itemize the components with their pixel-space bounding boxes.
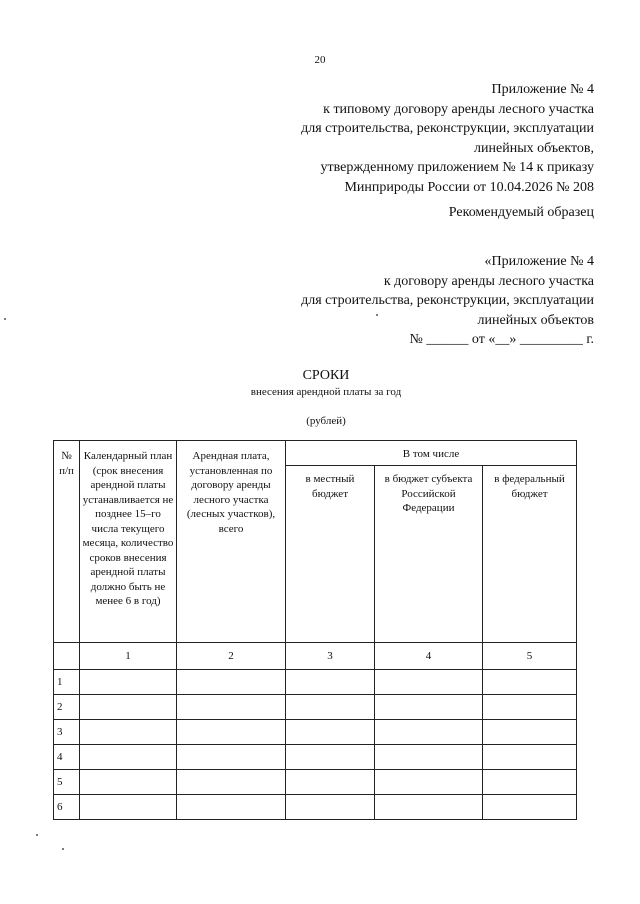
table-cell: [483, 745, 577, 770]
table-cell: [483, 720, 577, 745]
table-row: [54, 745, 577, 770]
column-number-cell: 3: [286, 643, 375, 670]
header-subject-budget: в бюджет субъекта Российской Федерации: [375, 466, 483, 643]
table-cell: [483, 695, 577, 720]
appendix-header-line: Минприроды России от 10.04.2026 № 208: [344, 179, 594, 195]
appendix-header-line: линейных объектов,: [474, 140, 594, 156]
document-subtitle: внесения арендной платы за год: [250, 386, 402, 398]
scan-speck: [376, 314, 378, 316]
column-number-cell: [54, 643, 80, 670]
table-cell: [80, 720, 177, 745]
column-number-cell: 1: [80, 643, 177, 670]
payment-schedule-table: [53, 440, 577, 820]
contract-appendix-line: для строительства, реконструкции, эксплуатации: [301, 293, 594, 308]
appendix-header-line: Приложение № 4: [491, 82, 594, 97]
table-cell: [375, 695, 483, 720]
table-cell: [483, 770, 577, 795]
table-cell: [80, 770, 177, 795]
appendix-header-line: утвержденному приложением № 14 к приказу: [320, 160, 594, 175]
table-header-row: [54, 441, 577, 466]
table-cell: [80, 670, 177, 695]
table-row: [54, 695, 577, 720]
row-number: 2: [54, 695, 80, 720]
appendix-header-line: для строительства, реконструкции, эксплуатации: [301, 121, 594, 136]
page-number: 20: [314, 54, 326, 66]
table-cell: [375, 770, 483, 795]
header-number: № п/п: [54, 441, 80, 643]
table-cell: [80, 695, 177, 720]
document-title: СРОКИ: [302, 368, 350, 383]
row-number: 3: [54, 720, 80, 745]
row-number: 6: [54, 795, 80, 820]
table-cell: [177, 795, 286, 820]
table-cell: [177, 695, 286, 720]
table-cell: [286, 745, 375, 770]
header-calendar-plan: Календарный план (срок внесения арендной платы устанавливается не позднее 15–го числа текущего месяца, количество сроков внесения арендной платы должно быть не менее 6 в год): [80, 441, 177, 643]
header-federal-budget: в федеральный бюджет: [483, 466, 577, 643]
scan-speck: [62, 848, 64, 850]
column-number-cell: 2: [177, 643, 286, 670]
row-number: 4: [54, 745, 80, 770]
contract-appendix-line: № ______ от «__» _________ г.: [409, 332, 594, 347]
row-number: 5: [54, 770, 80, 795]
appendix-header-line: к типовому договору аренды лесного участка: [323, 101, 594, 117]
units-label: (рублей): [306, 415, 346, 427]
scan-speck: [36, 834, 38, 836]
contract-appendix-line: «Приложение № 4: [484, 254, 594, 269]
column-number-cell: 5: [483, 643, 577, 670]
header-rent-total: Арендная плата, установленная по договору аренды лесного участка (лесных участков), всего: [177, 441, 286, 643]
table-row: [54, 670, 577, 695]
contract-appendix-line: к договору аренды лесного участка: [383, 273, 594, 289]
table-cell: [483, 795, 577, 820]
contract-appendix-header: [301, 252, 594, 350]
row-number: 1: [54, 670, 80, 695]
header-including: В том числе: [286, 441, 577, 466]
table-cell: [177, 670, 286, 695]
table-cell: [375, 745, 483, 770]
scan-speck: [4, 318, 6, 320]
column-number-row: [54, 643, 577, 670]
table-cell: [177, 720, 286, 745]
column-number-cell: 4: [375, 643, 483, 670]
table-cell: [286, 770, 375, 795]
table-cell: [80, 745, 177, 770]
table-cell: [286, 720, 375, 745]
table-cell: [375, 795, 483, 820]
table-cell: [375, 720, 483, 745]
table-row: [54, 720, 577, 745]
table-cell: [286, 695, 375, 720]
recommended-sample-label: Рекомендуемый образец: [448, 205, 594, 220]
table-cell: [177, 770, 286, 795]
table-row: [54, 795, 577, 820]
table-cell: [177, 745, 286, 770]
appendix-header: [301, 80, 594, 197]
contract-appendix-line: линейных объектов: [477, 312, 594, 328]
table-cell: [375, 670, 483, 695]
table-row: [54, 770, 577, 795]
table-cell: [286, 670, 375, 695]
table-cell: [80, 795, 177, 820]
table-cell: [286, 795, 375, 820]
table-cell: [483, 670, 577, 695]
header-local-budget: в местный бюджет: [286, 466, 375, 643]
